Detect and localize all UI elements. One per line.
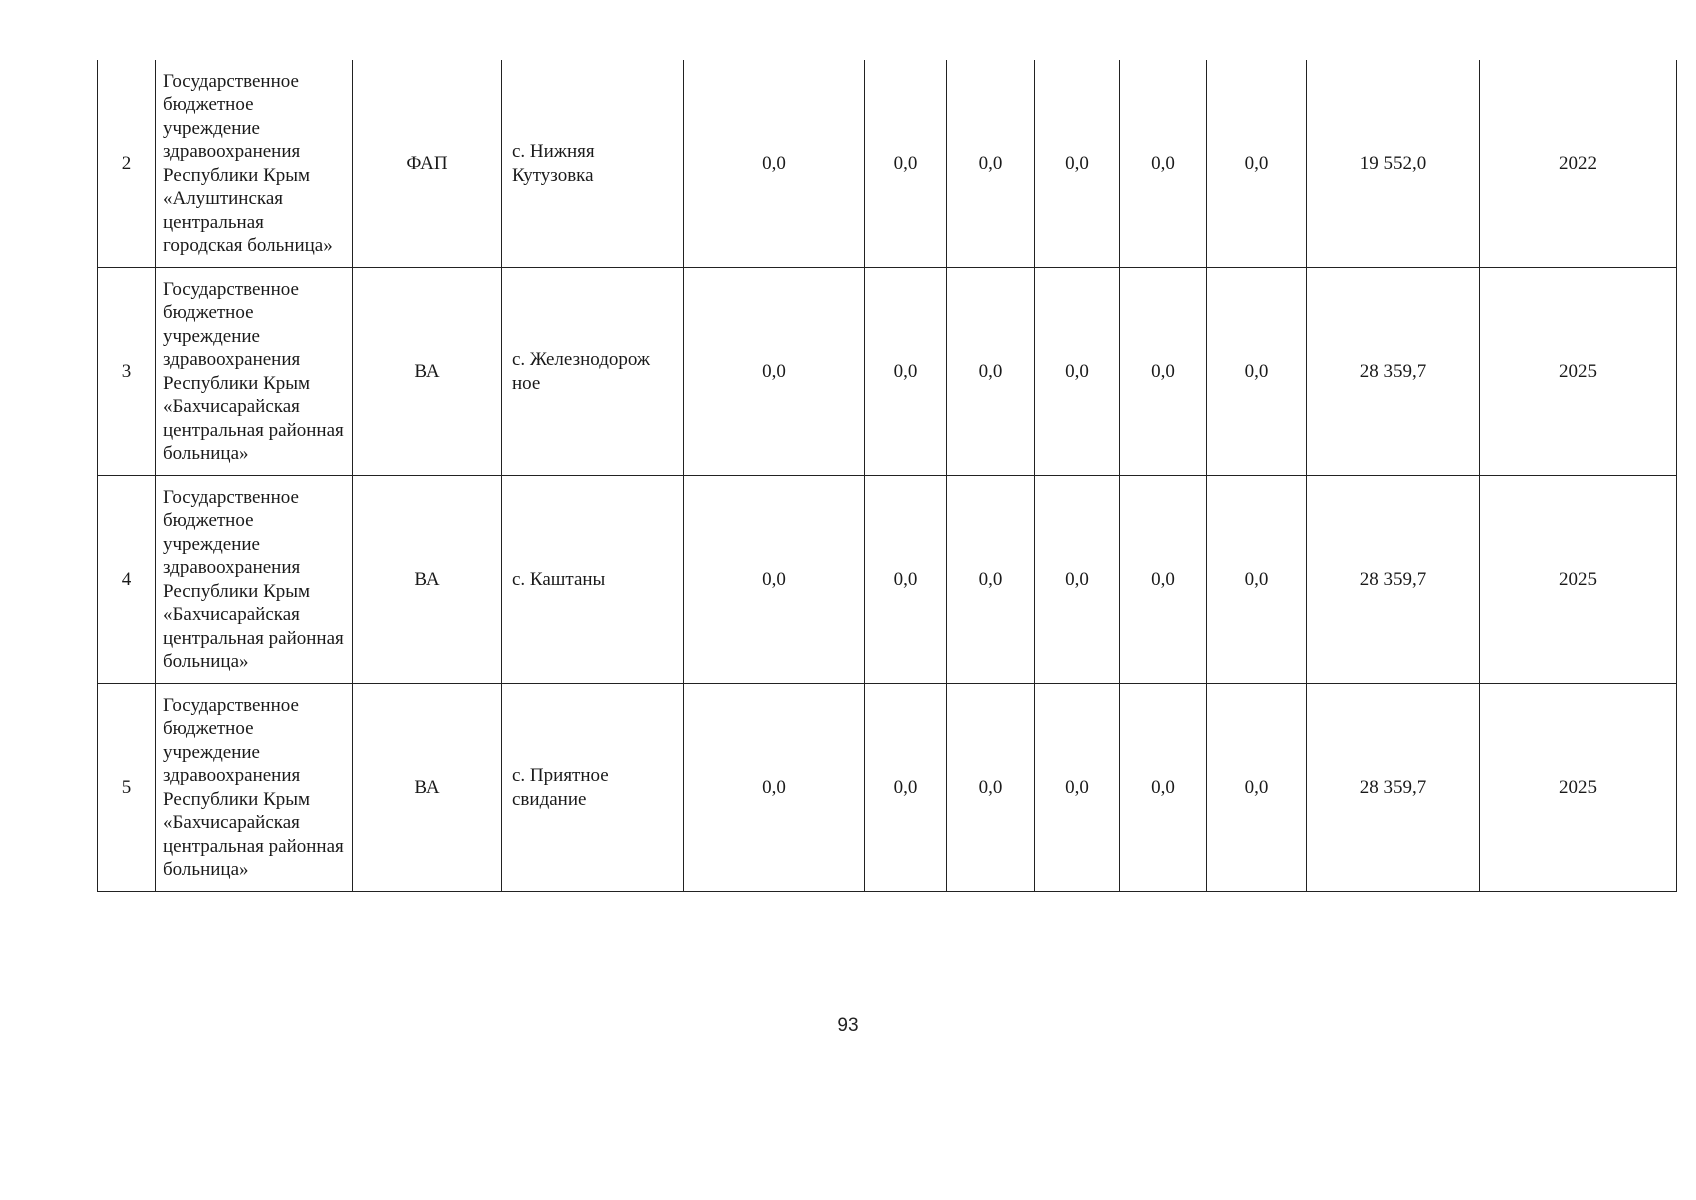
- total-cost: 28 359,7: [1307, 476, 1480, 684]
- row-number: 3: [98, 268, 156, 476]
- value-cell: 0,0: [1120, 60, 1207, 268]
- page-number: 93: [837, 1015, 859, 1036]
- value-cell: 0,0: [1207, 476, 1307, 684]
- value-cell: 0,0: [865, 476, 947, 684]
- value-cell: 0,0: [684, 476, 865, 684]
- settlement: с. Каштаны: [502, 476, 684, 684]
- row-number: 5: [98, 684, 156, 892]
- value-cell: 0,0: [947, 60, 1035, 268]
- institution-name: Государственное бюджетное учреждение здравоохранения Республики Крым «Алуштинская центральная городская больница»: [156, 60, 353, 268]
- institution-name: Государственное бюджетное учреждение здравоохранения Республики Крым «Бахчисарайская центральная районная больница»: [156, 268, 353, 476]
- facility-type: ВА: [353, 684, 502, 892]
- value-cell: 0,0: [684, 60, 865, 268]
- value-cell: 0,0: [1120, 684, 1207, 892]
- completion-year: 2022: [1480, 60, 1677, 268]
- value-cell: 0,0: [1035, 684, 1120, 892]
- settlement: с. Железнодорож ное: [502, 268, 684, 476]
- value-cell: 0,0: [1035, 268, 1120, 476]
- value-cell: 0,0: [1207, 684, 1307, 892]
- completion-year: 2025: [1480, 684, 1677, 892]
- settlement: с. Нижняя Кутузовка: [502, 60, 684, 268]
- table-row: [98, 476, 1677, 684]
- value-cell: 0,0: [865, 684, 947, 892]
- institution-name: Государственное бюджетное учреждение здравоохранения Республики Крым «Бахчисарайская центральная районная больница»: [156, 476, 353, 684]
- institution-name: Государственное бюджетное учреждение здравоохранения Республики Крым «Бахчисарайская центральная районная больница»: [156, 684, 353, 892]
- facility-type: ВА: [353, 268, 502, 476]
- value-cell: 0,0: [947, 268, 1035, 476]
- value-cell: 0,0: [684, 268, 865, 476]
- value-cell: 0,0: [684, 684, 865, 892]
- completion-year: 2025: [1480, 476, 1677, 684]
- value-cell: 0,0: [1035, 476, 1120, 684]
- settlement: с. Приятное свидание: [502, 684, 684, 892]
- document-table: [97, 60, 1677, 892]
- row-number: 2: [98, 60, 156, 268]
- total-cost: 28 359,7: [1307, 268, 1480, 476]
- total-cost: 19 552,0: [1307, 60, 1480, 268]
- value-cell: 0,0: [1120, 476, 1207, 684]
- total-cost: 28 359,7: [1307, 684, 1480, 892]
- row-number: 4: [98, 476, 156, 684]
- value-cell: 0,0: [865, 60, 947, 268]
- value-cell: 0,0: [1120, 268, 1207, 476]
- value-cell: 0,0: [1035, 60, 1120, 268]
- value-cell: 0,0: [947, 684, 1035, 892]
- table-row: [98, 684, 1677, 892]
- value-cell: 0,0: [1207, 60, 1307, 268]
- facility-type: ФАП: [353, 60, 502, 268]
- table-row: [98, 60, 1677, 268]
- value-cell: 0,0: [947, 476, 1035, 684]
- table-row: [98, 268, 1677, 476]
- value-cell: 0,0: [1207, 268, 1307, 476]
- completion-year: 2025: [1480, 268, 1677, 476]
- facility-type: ВА: [353, 476, 502, 684]
- value-cell: 0,0: [865, 268, 947, 476]
